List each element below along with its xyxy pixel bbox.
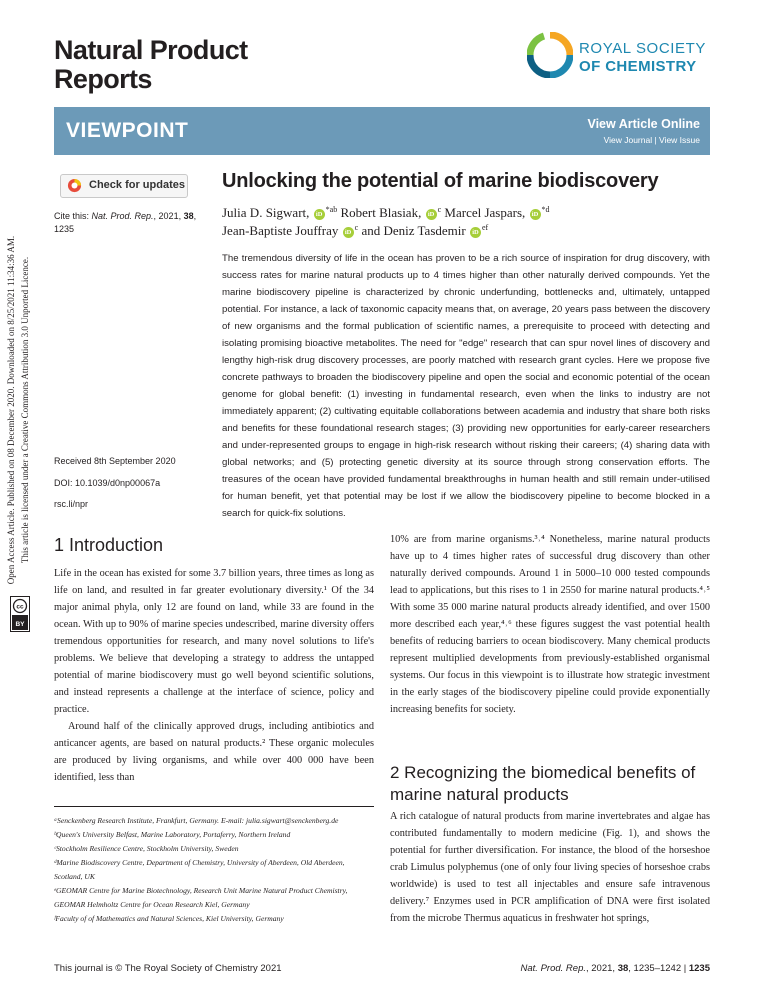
orcid-icon[interactable]: iD	[530, 209, 541, 220]
abstract: The tremendous diversity of life in the ocean has proven to be a rich source of inspiration for drug discovery, with success rates for marine natural products up to 4 times higher than other naturally derived compounds. Yet the marine biodiscovery pipeline is characterized by chronic underfunding, bottlenecks and, ultimately, untapped potential. For instance, a lack of taxonomic capacity means that, on average, 20 years pass between the discovery of new organisms and the formal publication of scientific names, a prerequisite to proceed with detecting and isolating promising bioactive metabolites. The need for "edge" research that can spur novel lines of discovery and lengthy high-risk drug discovery processes, are poorly matched with research grant cycles. Here we propose five concrete pathways to broaden the biodiscovery pipeline and open the social and economic potential of the ocean genome for global benefit: (1) investing in fundamental research, even when the links to industry are not immediately apparent; (2) cultivating equitable collaborations between academia and industry that share both risks and benefits for these foundational research stages; (3) providing new opportunities for early-career researchers and under-represented groups to engage in high-risk research without risking their careers; (4) sharing data with global networks; and (5) protecting genetic diversity at its source through strong conservation efforts. The treasures of the ocean have provided fundamental breakthroughs in human health and still remain under-utilised for human benefit, yet that potential may be lost if we allow the biodiscovery pipeline to become blocked in a search for quick-fix solutions.	[222, 253, 710, 519]
orcid-icon[interactable]: iD	[314, 209, 325, 220]
author-name[interactable]: Robert Blasiak,	[340, 205, 422, 220]
author-affiliation: *ab	[325, 205, 338, 214]
affiliation-footnotes	[54, 814, 374, 926]
view-article-online-link[interactable]: View Article Online	[587, 117, 700, 131]
cc-by-icon	[11, 597, 29, 631]
rsc-ring-icon	[527, 32, 573, 78]
footer-journal: Nat. Prod. Rep.	[520, 963, 586, 974]
journal-title-line2: Reports	[54, 64, 152, 94]
page-citation-footer	[390, 963, 710, 974]
footer-volume: 38	[617, 963, 629, 974]
author-affiliation: c	[437, 205, 442, 214]
paragraph: A rich catalogue of natural products from marine invertebrates and algae has contributed fundamentally to modern medicine (Fig. 1), and shows the potential for further diversification. For instance, the blood of the horseshoe crab Limulus polyphemus (one of only four living species of horseshoe crabs worldwide) is used to test all injectables and ensure safe intravenous delivery.⁷ Enzymes used in PCR amplification of DNA were first isolated from the microbe Thermus aquaticus in freshwater hot springs,	[390, 811, 710, 924]
author-name[interactable]: Julia D. Sigwart,	[222, 205, 310, 220]
footnote: ᶜStockholm Resilience Centre, Stockholm University, Sweden	[54, 844, 239, 853]
paragraph: 10% are from marine organisms.³˒⁴ Nonetheless, marine natural products have up to 4 times higher rates of successful drug discovery than other naturally derived compounds. Around 1 in 5000–10 000 tested compounds lead to applications, but this rises to 1 in 2550 for marine natural products.⁴˒⁵ With some 35 000 marine natural products already identified, and over 1500 more described each year,⁴˒⁶ these figures suggest the vast potential health benefits of reducing barriers to ocean biodiscovery. Many chemical products represent multiplied developments from previously-established organismal systems. Our focus in this viewpoint is to illustrate how strategic investment in the early stages of the biodiscovery pipeline could provide exponentially increasing benefits for society.	[390, 534, 710, 715]
check-for-updates-label: Check for updates	[89, 179, 185, 191]
citation	[54, 210, 204, 236]
author-name[interactable]: and Deniz Tasdemir	[361, 223, 466, 238]
svg-text:BY: BY	[15, 621, 25, 628]
licence-side-text	[4, 190, 36, 630]
paragraph: Life in the ocean has existed for some 3.7 billion years, three times as long as life on land, and resulted in far greater evolutionary diversity.¹ Of the 34 major animal phyla, only 12 are found on land, while 33 are found in the ocean. With up to 90% of marine species undescribed, marine diversity offers tremendous opportunities for research, and many novel solutions to life's problems. We believe that developing a strategy to address the untapped potential of marine biodiscovery must go well beyond scientific solutions, and instead represents a challenge at the interface of science, policy and practice.	[54, 568, 374, 715]
section-heading: 1 Introduction	[54, 535, 164, 555]
cite-year: , 2021,	[153, 211, 184, 221]
rsc-logo[interactable]	[527, 32, 717, 84]
footnote: ᶠFaculty of of Mathematics and Natural Sciences, Kiel University, Germany	[54, 914, 284, 923]
view-issue-link[interactable]: View Issue	[659, 135, 700, 145]
journal-short-link[interactable]: rsc.li/npr	[54, 499, 89, 509]
orcid-icon[interactable]: iD	[426, 209, 437, 220]
article-title: Unlocking the potential of marine biodiscovery	[222, 170, 659, 192]
author-name[interactable]: Jean-Baptiste Jouffray	[222, 223, 339, 238]
footnote: ᵃSenckenberg Research Institute, Frankfurt, Germany. E-mail: julia.sigwart@senckenberg.de	[54, 816, 339, 825]
journal-title	[54, 36, 354, 94]
cite-prefix: Cite this:	[54, 211, 92, 221]
journal-title-line1: Natural Product	[54, 35, 248, 65]
cite-volume: 38	[183, 211, 194, 221]
received-date: Received 8th September 2020	[54, 456, 176, 466]
section-heading: 2 Recognizing the biomedical benefits of marine natural products	[390, 763, 696, 804]
body-column-right	[390, 531, 710, 718]
doi[interactable]: DOI: 10.1039/d0np00067a	[54, 478, 161, 488]
publisher-name-line1: ROYAL SOCIETY	[579, 40, 706, 57]
check-for-updates-button[interactable]	[60, 174, 188, 198]
view-links	[604, 135, 700, 145]
body-column-left	[54, 565, 374, 786]
cc-by-badge[interactable]	[10, 596, 30, 632]
orcid-icon[interactable]: iD	[343, 227, 354, 238]
copyright-footer: This journal is © The Royal Society of Chemistry 2021	[54, 963, 282, 974]
publisher-name-line2: OF CHEMISTRY	[579, 58, 697, 75]
check-updates-icon	[67, 178, 82, 193]
licence-side-note	[4, 190, 36, 630]
link-separator: |	[652, 135, 660, 145]
footnote: ᵉGEOMAR Centre for Marine Biotechnology, Research Unit Marine Natural Product Chemistry, GEOMAR Helmholtz Centre for Ocean Research Kiel, Germany	[54, 886, 348, 909]
svg-text:cc: cc	[16, 603, 24, 611]
author-list	[222, 204, 712, 240]
author-affiliation: c	[354, 223, 359, 232]
body-column-right-lower	[390, 808, 710, 927]
paragraph: Around half of the clinically approved drugs, including antibiotics and anticancer agents, are based on natural products.² These organic molecules are produced by living organisms, and while over 400 000 have been identified, less than	[54, 721, 374, 783]
view-journal-link[interactable]: View Journal	[603, 135, 653, 145]
page-number: 1235	[688, 963, 710, 974]
author-affiliation: *d	[541, 205, 550, 214]
author-affiliation: ef	[481, 223, 489, 232]
footnote-divider	[54, 806, 374, 807]
orcid-icon[interactable]: iD	[470, 227, 481, 238]
viewpoint-banner	[54, 107, 710, 155]
footnote: ᵇQueen's University Belfast, Marine Laboratory, Portaferry, Northern Ireland	[54, 830, 291, 839]
cite-journal: Nat. Prod. Rep.	[91, 211, 154, 221]
author-name[interactable]: Marcel Jaspars,	[444, 205, 526, 220]
cite-pages: , 1235	[54, 211, 197, 234]
footnote: ᵈMarine Biodiscovery Centre, Department of Chemistry, University of Aberdeen, Old Aberdeen, Scotland, UK	[54, 858, 345, 881]
licence-line2[interactable]: This article is licensed under a Creative Commons Attribution 3.0 Unported Licence.	[20, 256, 30, 564]
licence-line1: Open Access Article. Published on 08 December 2020. Downloaded on 8/25/2021 11:34:36 AM.	[6, 235, 16, 585]
footer-pages: , 1235–1242 |	[628, 963, 689, 974]
footer-year: , 2021,	[586, 963, 618, 974]
article-type-label: VIEWPOINT	[66, 119, 189, 142]
